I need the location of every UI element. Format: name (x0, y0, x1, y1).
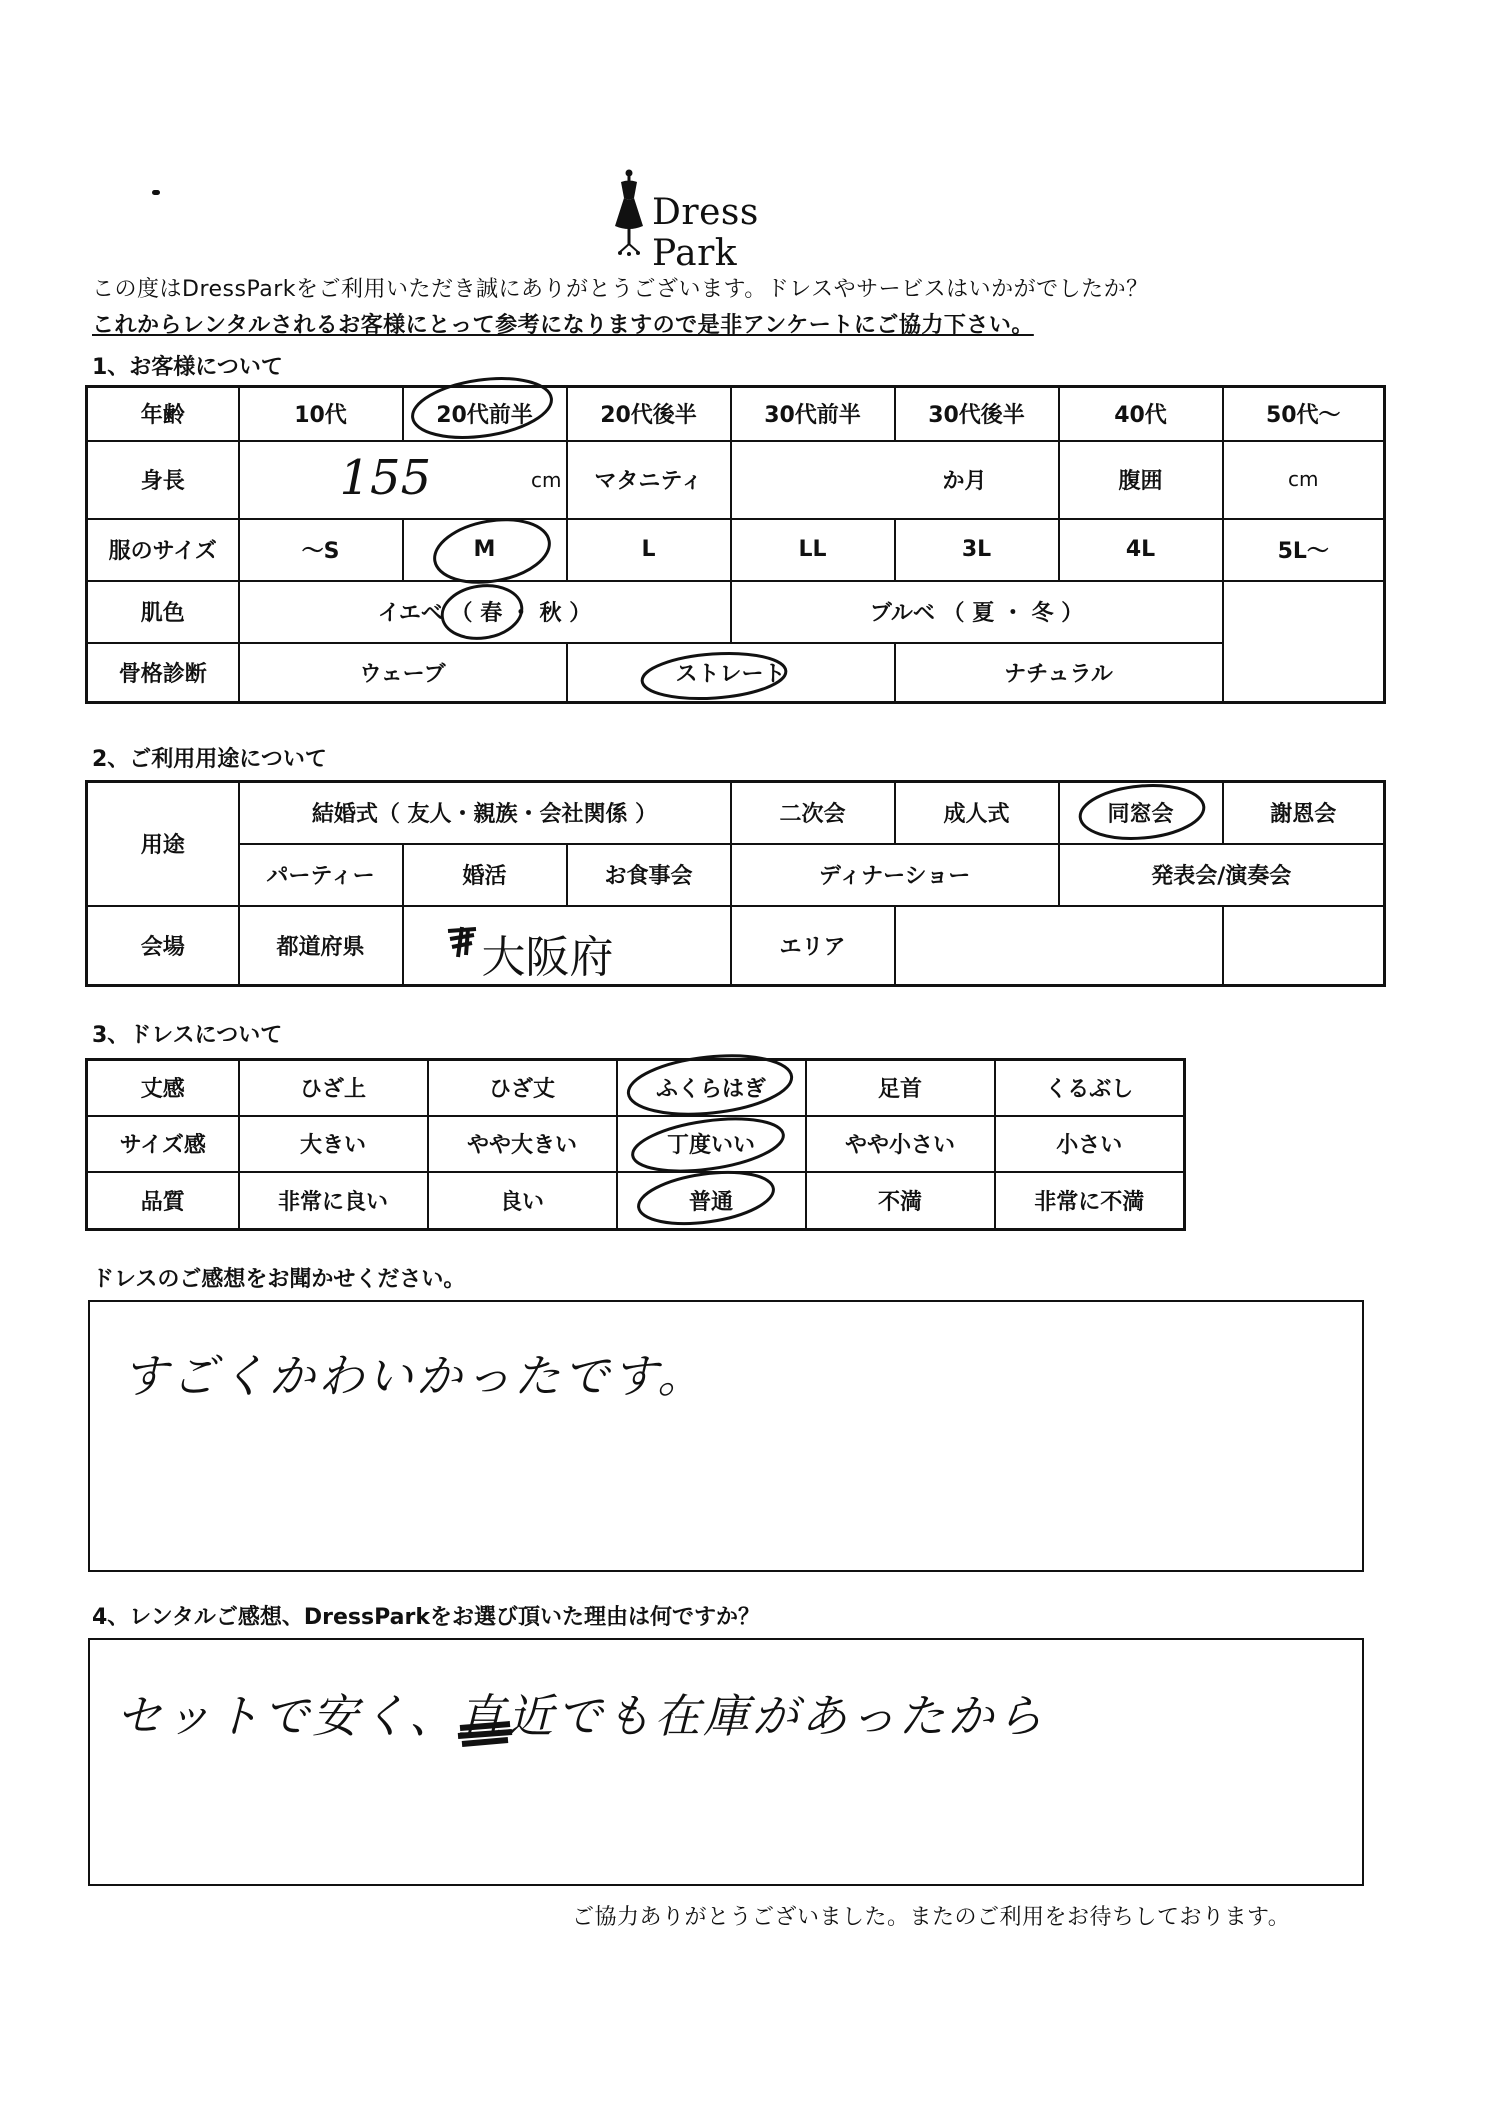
purpose-option[interactable]: 結婚式（ 友人・親族・会社関係 ） (239, 782, 731, 844)
purpose-option[interactable]: 婚活 (403, 844, 567, 906)
venue-label: 会場 (87, 906, 239, 986)
reason-answer: セットで安く、直近でも在庫があったから (116, 1689, 1046, 1743)
empty-cell (1223, 643, 1385, 703)
size-label: 服のサイズ (87, 519, 239, 581)
section-3-title: 3、ドレスについて (92, 1023, 283, 1048)
age-option[interactable]: 40代 (1059, 387, 1223, 441)
length-option-selected[interactable]: ふくらはぎ (617, 1060, 806, 1116)
customer-info-table (85, 385, 1386, 704)
length-option[interactable]: 足首 (806, 1060, 995, 1116)
frame-option[interactable]: ウェーブ (239, 643, 567, 703)
closing-message: ご協力ありがとうございました。またのご利用をお待ちしております。 (572, 1905, 1291, 1930)
length-option[interactable]: くるぶし (995, 1060, 1185, 1116)
waist-field[interactable] (1223, 441, 1385, 519)
frame-option[interactable]: ナチュラル (895, 643, 1223, 703)
section-2-title: 2、ご利用用途について (92, 747, 327, 772)
length-row (87, 1060, 1185, 1116)
length-label: 丈感 (87, 1060, 239, 1116)
fit-label: サイズ感 (87, 1116, 239, 1172)
frame-row (87, 643, 1385, 703)
purpose-label: 用途 (87, 782, 239, 906)
age-label: 年齢 (87, 387, 239, 441)
quality-row (87, 1172, 1185, 1230)
maternity-field[interactable] (731, 441, 1059, 519)
length-option[interactable]: ひざ丈 (428, 1060, 617, 1116)
quality-option[interactable]: 非常に良い (239, 1172, 428, 1230)
scribble-mark (446, 925, 480, 959)
quality-option[interactable]: 良い (428, 1172, 617, 1230)
age-option[interactable]: 50代～ (1223, 387, 1385, 441)
quality-label: 品質 (87, 1172, 239, 1230)
purpose-option[interactable]: ディナーショー (731, 844, 1059, 906)
purpose-option[interactable]: 謝恩会 (1223, 782, 1385, 844)
height-field[interactable] (239, 441, 567, 519)
age-option[interactable]: 30代前半 (731, 387, 895, 441)
area-label: エリア (731, 906, 895, 986)
reason-textarea[interactable] (88, 1638, 1364, 1886)
area-field[interactable] (895, 906, 1223, 986)
purpose-option[interactable]: パーティー (239, 844, 403, 906)
usage-table (85, 780, 1386, 987)
quality-option[interactable]: 不満 (806, 1172, 995, 1230)
section-1-title: 1、お客様について (92, 355, 283, 380)
size-option[interactable]: ～S (239, 519, 403, 581)
height-label: 身長 (87, 441, 239, 519)
frame-label: 骨格診断 (87, 643, 239, 703)
maternity-label: マタニティ (567, 441, 731, 519)
size-option[interactable]: 3L (895, 519, 1059, 581)
size-option[interactable]: LL (731, 519, 895, 581)
length-option[interactable]: ひざ上 (239, 1060, 428, 1116)
age-option[interactable]: 20代後半 (567, 387, 731, 441)
skin-yellow-option[interactable]: イエベ （ 春 ・ 秋 ） (239, 581, 731, 643)
waist-label: 腹囲 (1059, 441, 1223, 519)
empty-cell (1223, 581, 1385, 643)
brand-name: Dress Park (652, 192, 759, 274)
fit-option-selected[interactable]: 丁度いい (617, 1116, 806, 1172)
fit-option[interactable]: 小さい (995, 1116, 1185, 1172)
purpose-row-2 (87, 844, 1385, 906)
dresspark-logo (612, 168, 852, 274)
skin-label: 肌色 (87, 581, 239, 643)
scan-speck (152, 190, 160, 195)
size-option-selected[interactable]: M (403, 519, 567, 581)
impressions-answer: すごくかわいかったです。 (122, 1349, 707, 1403)
impressions-prompt: ドレスのご感想をお聞かせください。 (92, 1267, 466, 1292)
age-option[interactable]: 10代 (239, 387, 403, 441)
size-row (87, 519, 1385, 581)
skin-blue-option[interactable]: ブルベ （ 夏 ・ 冬 ） (731, 581, 1223, 643)
height-value: 155 (339, 449, 432, 506)
purpose-option[interactable]: 発表会/演奏会 (1059, 844, 1385, 906)
section-4-title: 4、レンタルご感想、DressParkをお選び頂いた理由は何ですか？ (92, 1605, 760, 1630)
height-row (87, 441, 1385, 519)
venue-row (87, 906, 1385, 986)
prefecture-field[interactable] (403, 906, 731, 986)
quality-option[interactable]: 非常に不満 (995, 1172, 1185, 1230)
purpose-option[interactable]: 二次会 (731, 782, 895, 844)
fit-option[interactable]: 大きい (239, 1116, 428, 1172)
waist-unit: cm (1288, 467, 1319, 491)
prefecture-value: 大阪府 (481, 931, 614, 983)
age-option-selected[interactable]: 20代前半 (403, 387, 567, 441)
impressions-textarea[interactable] (88, 1300, 1364, 1572)
fit-option[interactable]: やや大きい (428, 1116, 617, 1172)
size-option[interactable]: L (567, 519, 731, 581)
intro-line-1: この度はDressParkをご利用いただき誠にありがとうございます。ドレスやサービスはいかがでしたか？ (92, 277, 1149, 302)
fit-row (87, 1116, 1185, 1172)
quality-option-selected[interactable]: 普通 (617, 1172, 806, 1230)
size-option[interactable]: 5L～ (1223, 519, 1385, 581)
purpose-option[interactable]: お食事会 (567, 844, 731, 906)
dress-table (85, 1058, 1186, 1231)
frame-option-selected[interactable]: ストレート (567, 643, 895, 703)
purpose-option[interactable]: 成人式 (895, 782, 1059, 844)
skin-row (87, 581, 1385, 643)
size-option[interactable]: 4L (1059, 519, 1223, 581)
prefecture-label: 都道府県 (239, 906, 403, 986)
empty-cell (1223, 906, 1385, 986)
purpose-option-selected[interactable]: 同窓会 (1059, 782, 1223, 844)
intro-line-2: これからレンタルされるお客様にとって参考になりますので是非アンケートにご協力下さい。 (92, 313, 1034, 338)
fit-option[interactable]: やや小さい (806, 1116, 995, 1172)
purpose-row-1 (87, 782, 1385, 844)
height-unit: cm (531, 467, 562, 492)
age-row (87, 387, 1385, 441)
maternity-unit: か月 (942, 469, 987, 494)
dress-form-icon (612, 168, 646, 258)
age-option[interactable]: 30代後半 (895, 387, 1059, 441)
